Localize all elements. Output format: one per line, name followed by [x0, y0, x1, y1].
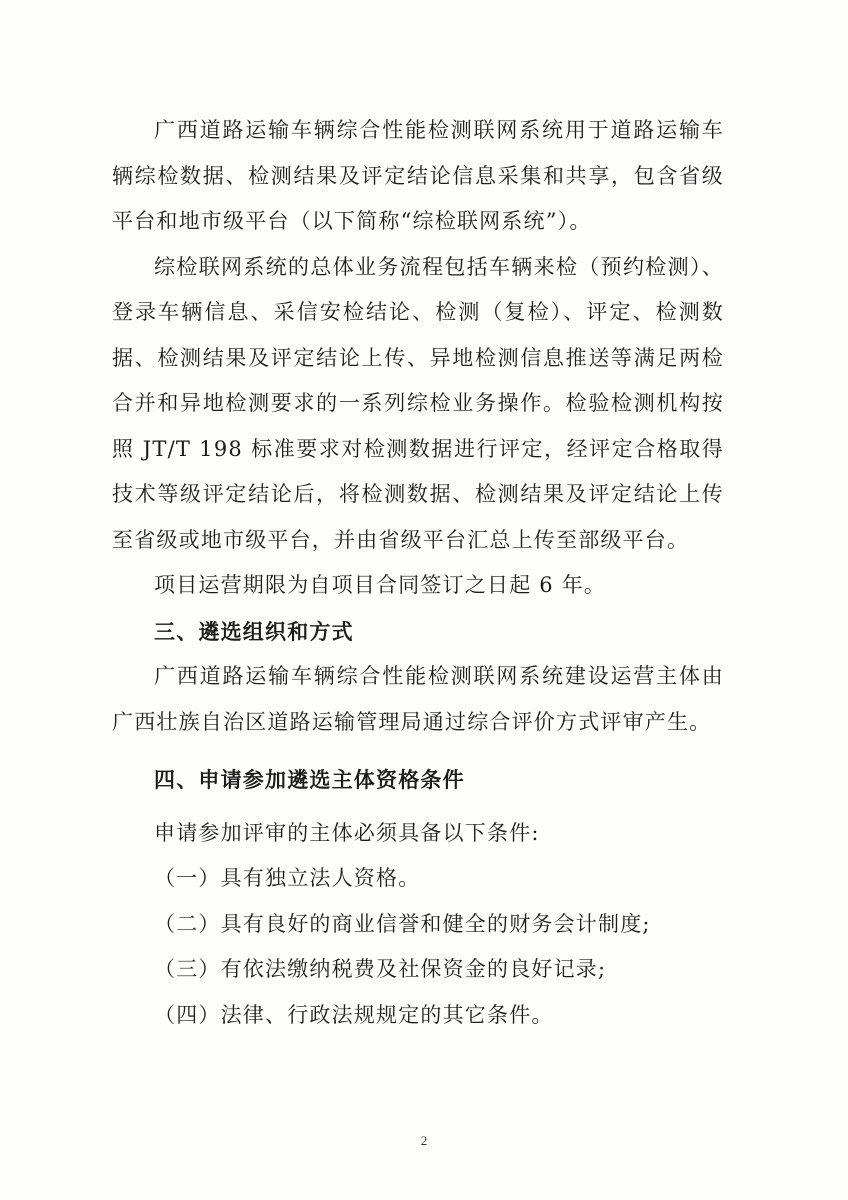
section-heading-selection-method: 三、遴选组织和方式: [154, 618, 354, 644]
section-heading-eligibility: 四、申请参加遴选主体资格条件: [154, 767, 465, 792]
condition-item-4: （四）法律、行政法规规定的其它条件。: [154, 1002, 554, 1027]
paragraph-operation-period: 项目运营期限为自项目合同签订之日起 6 年。: [154, 573, 607, 597]
condition-item-2: （二）具有良好的商业信誉和健全的财务会计制度;: [154, 911, 651, 936]
condition-item-1: （一）具有独立法人资格。: [154, 866, 421, 890]
paragraph-business-process: 综检联网系统的总体业务流程包括车辆来检（预约检测）、登录车辆信息、采信安检结论、检测（复检）、评定、检测数据、检测结果及评定结论上传、异地检测信息推送等满足两检合并和异地检测要求的一系列综检业务操作。检验检测机构按照 JT/T 198 标准要求对检测数据进行评定，经评定合格取得技术等级评定结论后，将检测数据、检测结果及评定结论上传至省级或地市级平台，并由省级平台汇总上传至部级平台。: [112, 254, 724, 552]
page-number: 2: [420, 1133, 428, 1148]
document-body: [112, 108, 724, 1038]
paragraph-eligibility-intro: 申请参加评审的主体必须具备以下条件:: [154, 820, 540, 845]
condition-item-3: （三）有依法缴纳税费及社保资金的良好记录;: [154, 957, 607, 981]
paragraph-selection-method: 广西道路运输车辆综合性能检测联网系统建设运营主体由广西壮族自治区道路运输管理局通过综合评价方式评审产生。: [112, 664, 724, 734]
paragraph-system-overview: 广西道路运输车辆综合性能检测联网系统用于道路运输车辆综检数据、检测结果及评定结论信息采集和共享，包含省级平台和地市级平台（以下简称“综检联网系统”）。: [112, 118, 724, 233]
